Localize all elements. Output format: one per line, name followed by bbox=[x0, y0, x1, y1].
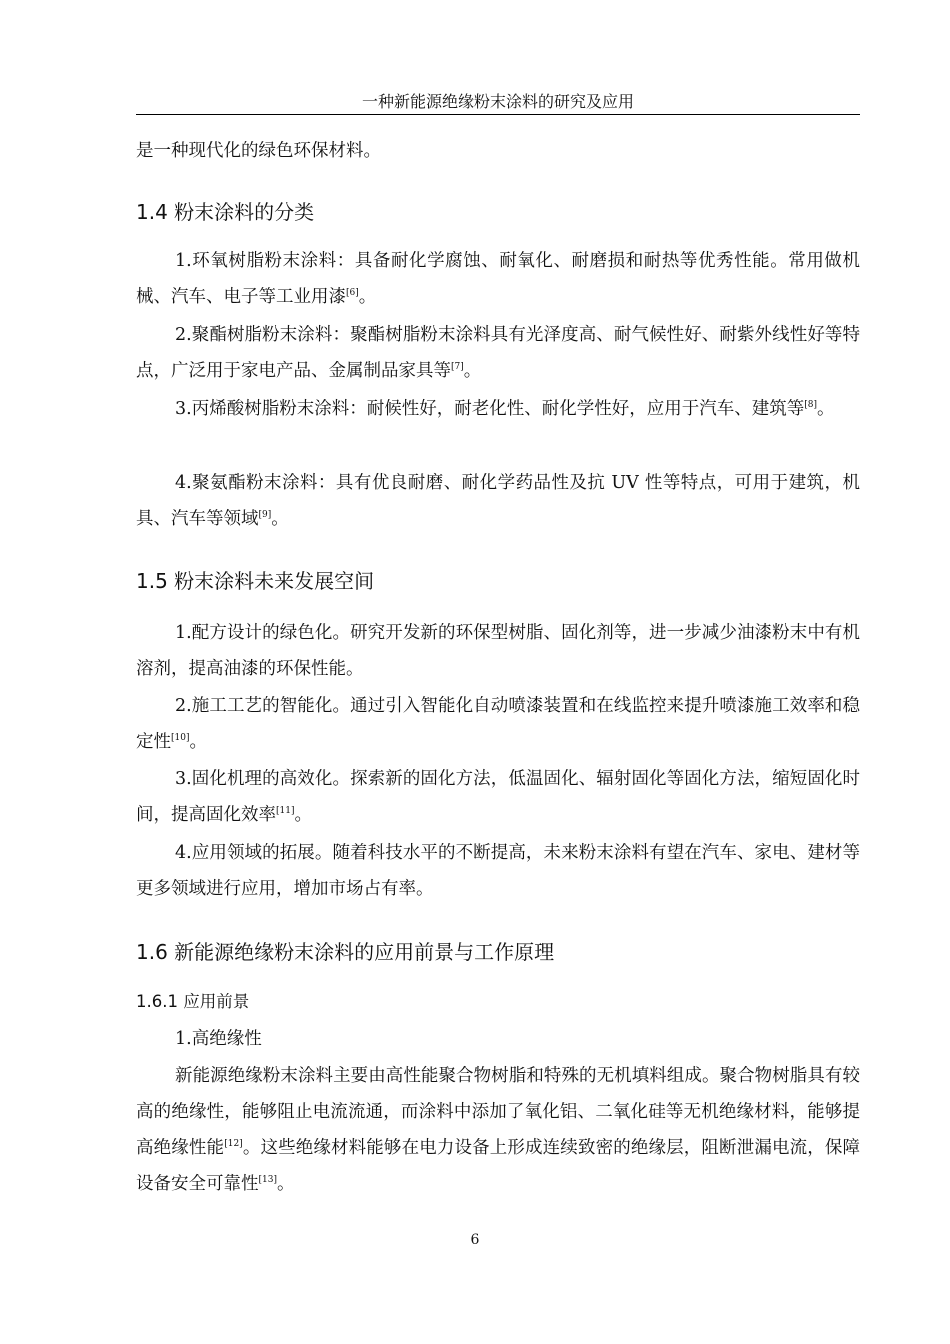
list-item: 4.应用领域的拓展。随着科技水平的不断提高，未来粉末涂料有望在汽车、家电、建材等更多领域进行应用，增加市场占有率。 bbox=[136, 843, 860, 899]
section-heading-1-5: 1.5 粉末涂料未来发展空间 bbox=[136, 569, 375, 593]
intro-paragraph: 是一种现代化的绿色环保材料。 bbox=[136, 141, 381, 161]
list-item: 4.聚氨酯粉末涂料：具有优良耐磨、耐化学药品性及抗 UV 性等特点，可用于建筑，机具、汽车等领域[9]。 bbox=[136, 473, 860, 529]
section-heading-1-6: 1.6 新能源绝缘粉末涂料的应用前景与工作原理 bbox=[136, 940, 555, 964]
body-paragraph: 新能源绝缘粉末涂料主要由高性能聚合物树脂和特殊的无机填料组成。聚合物树脂具有较高的绝缘性，能够阻止电流流通，而涂料中添加了氧化铝、二氧化硅等无机绝缘材料，能够提高绝缘性能[12]。这些绝缘材料能够在电力设备上形成连续致密的绝缘层，阻断泄漏电流，保障设备安全可靠性[13]。 bbox=[136, 1066, 861, 1194]
list-item: 1.环氧树脂粉末涂料：具备耐化学腐蚀、耐氧化、耐磨损和耐热等优秀性能。常用做机械、汽车、电子等工业用漆[6]。 bbox=[136, 251, 860, 307]
list-item: 2.施工工艺的智能化。通过引入智能化自动喷漆装置和在线监控来提升喷漆施工效率和稳定性[10]。 bbox=[136, 696, 860, 752]
page-number: 6 bbox=[470, 1232, 480, 1248]
list-item: 2.聚酯树脂粉末涂料：聚酯树脂粉末涂料具有光泽度高、耐气候性好、耐紫外线性好等特点，广泛用于家电产品、金属制品家具等[7]。 bbox=[136, 325, 860, 381]
section-heading-1-4: 1.4 粉末涂料的分类 bbox=[136, 200, 315, 224]
running-header: 一种新能源绝缘粉末涂料的研究及应用 bbox=[136, 92, 860, 115]
list-item: 3.丙烯酸树脂粉末涂料：耐候性好，耐老化性、耐化学性好，应用于汽车、建筑等[8]。 bbox=[175, 399, 835, 419]
point-title: 1.高绝缘性 bbox=[175, 1029, 262, 1049]
list-item: 1.配方设计的绿色化。研究开发新的环保型树脂、固化剂等，进一步减少油漆粉末中有机溶剂，提高油漆的环保性能。 bbox=[136, 623, 860, 679]
subsection-heading-1-6-1: 1.6.1 应用前景 bbox=[136, 992, 250, 1011]
list-item: 3.固化机理的高效化。探索新的固化方法，低温固化、辐射固化等固化方法，缩短固化时间，提高固化效率[11]。 bbox=[136, 769, 860, 825]
